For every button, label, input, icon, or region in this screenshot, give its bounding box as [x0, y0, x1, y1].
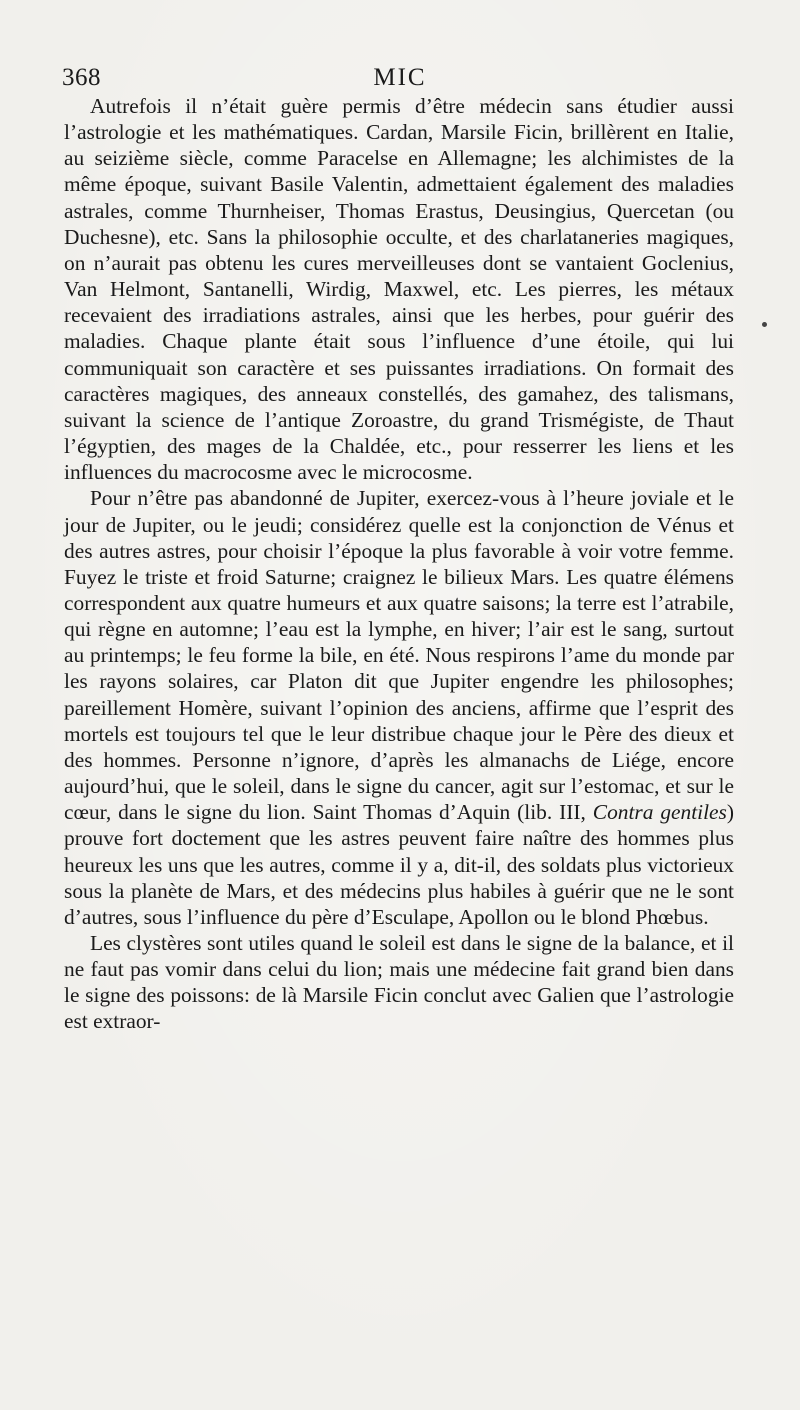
page-header [62, 64, 738, 94]
paragraph-clysteres: Les clystères sont utiles quand le soleil est dans le signe de la balance, et il ne faut pas vomir dans celui du lion; mais une médecine fait grand bien dans le signe des poissons: de là Marsile Ficin conclut avec Galien que l’astrologie est extraor- [64, 931, 734, 1034]
paragraph-jupiter [64, 485, 734, 930]
paragraph-jupiter-text: Pour n’être pas abandonné de Jupiter, exercez-vous à l’heure joviale et le jour de Jupiter, ou le jeudi; considérez quelle est la conjonction de Vénus et des autres astres, pour choisir l’époque la plus favorable à voir votre femme. Fuyez le triste et froid Saturne; craignez le bilieux Mars. Les quatre élémens correspondent aux quatre humeurs et aux quatre saisons; la terre est l’atrabile, qui règne en automne; l’eau est la lymphe, en hiver; l’air est le sang, surtout au printemps; le feu forme la bile, en été. Nous respirons l’ame du monde par les rayons solaires, car Platon dit que Jupiter engendre les philosophes; pareillement Homère, suivant l’opinion des anciens, affirme que l’esprit des mortels est toujours tel que le leur distribue chaque jour le Père des dieux et des hommes. Personne n’ignore, d’après les almanachs de Liége, encore aujourd’hui, que le soleil, dans le signe du cancer, agit sur l’estomac, et sur le cœur, dans le signe du lion. Saint Thomas d’Aquin (lib. III, [64, 486, 734, 825]
body-text [64, 93, 734, 1035]
running-head: MIC [373, 64, 427, 91]
italic-title: Contra gentiles [592, 800, 727, 825]
ink-speck [762, 322, 767, 327]
paragraph-jupiter-continued: ) prouve fort doctement que les astres peuvent faire naître des hommes plus heureux les uns que les autres, comme il y a, dit-il, des soldats plus victorieux sous la planète de Mars, et des médecins plus habiles à guérir que ne le sont d’autres, sous l’influence du père d’Esculape, Apollon ou le blond Phœbus. [64, 800, 734, 929]
page-number: 368 [62, 64, 101, 91]
paragraph-astrology-medicine: Autrefois il n’était guère permis d’être médecin sans étudier aussi l’astrologie et les mathématiques. Cardan, Marsile Ficin, brillèrent en Italie, au seizième siècle, comme Paracelse en Allemagne; les alchimistes de la même époque, suivant Basile Valentin, admettaient également des maladies astrales, comme Thurnheiser, Thomas Erastus, Deusingius, Quercetan (ou Duchesne), etc. Sans la philosophie occulte, et des charlataneries magiques, on n’aurait pas obtenu les cures merveilleuses dont se vantaient Goclenius, Van Helmont, Santanelli, Wirdig, Maxwel, etc. Les pierres, les métaux recevaient des irradiations astrales, ainsi que les herbes, pour guérir des maladies. Chaque plante était sous l’influence d’une étoile, qui lui communiquait son caractère et ses puissantes irradiations. On formait des caractères magiques, des anneaux constellés, des gamahez, des talismans, suivant la science de l’antique Zoroastre, du grand Trismégiste, de Thaut l’égyptien, des mages de la Chaldée, etc., pour resserrer les liens et les influences du macrocosme avec le microcosme. [64, 94, 734, 485]
